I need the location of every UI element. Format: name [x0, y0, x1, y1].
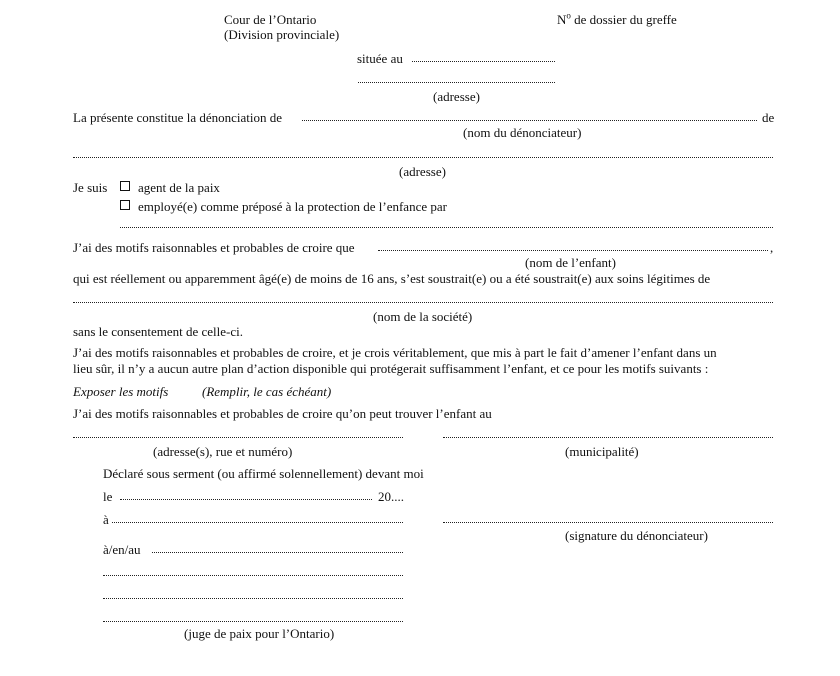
- judge-line-2[interactable]: [103, 598, 403, 599]
- judge-caption: (juge de paix pour l’Ontario): [184, 626, 335, 641]
- municipality-caption: (municipalité): [565, 444, 639, 459]
- place-field[interactable]: [112, 522, 403, 523]
- peace-officer-label: agent de la paix: [138, 180, 220, 195]
- denunciation-intro: La présente constitue la dénonciation de: [73, 110, 283, 125]
- peace-officer-checkbox[interactable]: [120, 181, 130, 191]
- court-division: (Division provinciale): [224, 27, 340, 42]
- belief-line1: J’ai des motifs raisonnables et probables de croire que: [73, 240, 355, 255]
- reasons-line2: lieu sûr, il n’y a aucun autre plan d’action disponible qui protégerait suffisamment l’enfant, et ce pour les motifs suivants :: [73, 361, 709, 376]
- date-label: le: [103, 489, 113, 504]
- situated-at-field-2[interactable]: [358, 82, 555, 83]
- file-number-label: $N^o$ de dossier du greffe: [557, 10, 677, 27]
- court-name: Cour de l’Ontario: [224, 12, 317, 27]
- place-label: à: [103, 512, 109, 527]
- signature-field[interactable]: [443, 522, 773, 523]
- je-suis-label: Je suis: [73, 180, 108, 195]
- informant-address-field[interactable]: [73, 157, 773, 158]
- situated-at-field[interactable]: [412, 61, 555, 62]
- informant-address-caption: (adresse): [399, 164, 446, 179]
- judge-line-3[interactable]: [103, 621, 403, 622]
- belief-comma: ,: [770, 240, 774, 255]
- sworn-statement: Déclaré sous serment (ou affirmé solennellement) devant moi: [103, 466, 424, 481]
- employer-field[interactable]: [120, 227, 773, 228]
- municipality-field[interactable]: [443, 437, 773, 438]
- society-name-caption: (nom de la société): [373, 309, 473, 324]
- year-label: 20....: [378, 489, 404, 504]
- date-field[interactable]: [120, 499, 372, 500]
- expose-reasons-label: Exposer les motifs: [73, 384, 169, 399]
- fill-if-applicable-label: (Remplir, le cas échéant): [202, 384, 332, 399]
- society-name-field[interactable]: [73, 302, 773, 303]
- situated-address-caption: (adresse): [433, 89, 480, 104]
- denunciation-suffix: de: [762, 110, 775, 125]
- informant-name-field[interactable]: [302, 120, 757, 121]
- child-name-caption: (nom de l’enfant): [525, 255, 616, 270]
- signature-caption: (signature du dénonciateur): [565, 528, 708, 543]
- informant-name-caption: (nom du dénonciateur): [463, 125, 582, 140]
- reasons-line1: J’ai des motifs raisonnables et probables de croire, et je crois véritablement, que mis à part le fait d’amener l’enfant dans un: [73, 345, 717, 360]
- street-address-field[interactable]: [73, 437, 403, 438]
- a-en-au-label: à/en/au: [103, 542, 141, 557]
- child-name-field[interactable]: [378, 250, 768, 251]
- belief-line2: qui est réellement ou apparemment âgé(e) de moins de 16 ans, s’est soustrait(e) ou a été soustrait(e) aux soins légitimes de: [73, 271, 711, 286]
- street-address-caption: (adresse(s), rue et numéro): [153, 444, 293, 459]
- belief-line3: sans le consentement de celle-ci.: [73, 324, 244, 339]
- child-location-line: J’ai des motifs raisonnables et probables de croire qu’on peut trouver l’enfant au: [73, 406, 492, 421]
- a-en-au-field[interactable]: [152, 552, 403, 553]
- judge-line-1[interactable]: [103, 575, 403, 576]
- child-protection-label: employé(e) comme préposé à la protection de l’enfance par: [138, 199, 447, 214]
- situated-at-label: située au: [357, 51, 403, 66]
- child-protection-checkbox[interactable]: [120, 200, 130, 210]
